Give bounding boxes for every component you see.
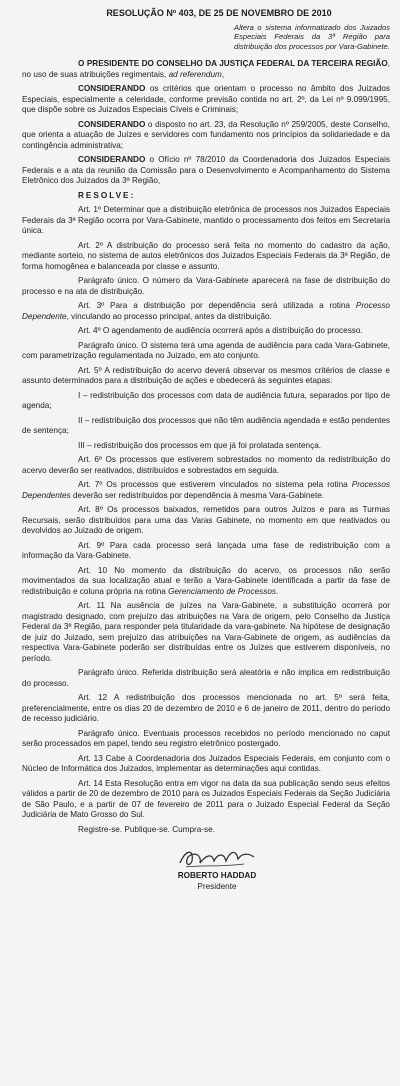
- article-7-text: Art. 7º Os processos que estiverem vinculados no sistema pela rotina: [78, 480, 352, 490]
- article-7: [22, 480, 390, 501]
- signer-role: Presidente: [197, 881, 237, 891]
- article-3-routine: Processo Dependente: [22, 301, 390, 321]
- article-7-text-end: deverão ser redistribuídos por dependência à mesma Vara-Gabinete.: [70, 490, 325, 500]
- article-8: Art. 8º Os processos baixados, remetidos para outros Juízos e para as Turmas Recursais, serão distribuídos para uma das Varas Gabinete, no momento em que reativados ou devolvidos ao Juizado de origem.: [22, 505, 390, 536]
- signature-block: [132, 845, 302, 892]
- article-11: Art. 11 Na ausência de juízes na Vara-Gabinete, a substituição ocorrerá por magistrado designado, com prejuízo das atribuições na Vara de origem, pelo Conselho da Justiça Federal da 3ª Região, para responder pela titularidade da vara-gabinete. Na hipótese de designação de juiz do Juizado, sem prejuízo das atribuições na Vara-Gabinete de origem, as audiências da respectiva Vara-Gabinete poderão ser distribuídas entre os Juízes que estiverem disponíveis, no período.: [22, 601, 390, 663]
- closing-formula: Registre-se. Publique-se. Cumpra-se.: [78, 824, 215, 834]
- article-7-routine: Processos Dependentes: [22, 480, 390, 500]
- ementa-summary: Altera o sistema informatizado dos Juizados Especiais Federais da 3ª Região para distribuição dos processos por Vara-Gabinete.: [234, 23, 390, 51]
- article-10-text: Art. 10 No momento da distribuição do acervo, os processos não serão movimentados da sua localização atual e terão a Vara-Gabinete identificada a partir da fase de redistribuição e coluna própria na rotina: [22, 565, 390, 596]
- preamble-end: ,: [221, 69, 225, 79]
- article-12-paragraph: Parágrafo único. Eventuais processos recebidos no período mencionado no caput serão processados em papel, tendo seu registro eletrônico postergado.: [22, 728, 390, 749]
- article-5-item-2: II – redistribuição dos processos que não têm audiência agendada e estão pendentes de sentença;: [22, 415, 390, 436]
- authority-name: O PRESIDENTE DO CONSELHO DA JUSTIÇA FEDERAL DA TERCEIRA REGIÃO: [78, 59, 388, 69]
- article-6: Art. 6º Os processos que estiverem sobrestados no momento da redistribuição do acervo deverão ser reativados, distribuídos e sobrestados em seguida.: [22, 455, 390, 475]
- considerando-text: o disposto no art. 23, da Resolução nº 259/2005, deste Conselho, que orienta a atuação de Juízes e servidores com fundamento nos princípios da solidariedade e da contingência administrativa;: [22, 119, 390, 150]
- considerando-lead: CONSIDERANDO: [78, 155, 146, 165]
- article-14: Art. 14 Esta Resolução entra em vigor na data da sua publicação sendo seus efeitos válidos a partir de 20 de dezembro de 2010 para os Juizados Especiais Federais da Seção Judiciária de São Paulo, e a partir de 07 de fevereiro de 2011 para o Juizado Especial Federal da Seção Judiciária de Mato Grosso do Sul.: [22, 778, 390, 820]
- article-10-routine: Gerenciamento de Processos: [168, 586, 276, 596]
- article-2: Art. 2º A distribuição do processo será feita no momento do cadastro da ação, mediante sorteio, no sistema de autos eletrônicos dos Juizados Especiais Federais da 3ª Região, de forma homogênea e balanceada por classe e assunto.: [22, 240, 390, 271]
- article-2-paragraph: Parágrafo único. O número da Vara-Gabinete aparecerá na fase de distribuição do processo e na ata de distribuição.: [22, 276, 390, 296]
- considerando-3: [22, 155, 390, 187]
- handwritten-signature: [172, 845, 262, 871]
- article-4: Art. 4º O agendamento de audiência ocorrerá após a distribuição do processo.: [78, 326, 363, 336]
- article-5-item-3: III – redistribuição dos processos em que já foi prolatada sentença.: [78, 440, 322, 450]
- article-12: Art. 12 A redistribuição dos processos mencionada no art. 5º será feita, preferencialmente, entre os dias 20 de dezembro de 2010 e 6 de janeiro de 2011, dentro do período de recesso judiciário.: [22, 693, 390, 724]
- article-1: Art. 1º Determinar que a distribuição eletrônica de processos nos Juizados Especiais Federais da 3ª Região ocorra por Vara-Gabinete, mantido o processamento dos feitos em Secretaria única.: [22, 205, 390, 236]
- article-5: Art. 5º A redistribuição do acervo deverá observar os mesmos critérios de classe e assunto determinados para a distribuição de ações e obedecerá às seguintes etapas:: [22, 365, 390, 386]
- document-title: RESOLUÇÃO Nº 403, DE 25 DE NOVEMBRO DE 2010: [106, 8, 332, 18]
- article-3: [22, 301, 390, 322]
- signer-name: ROBERTO HADDAD: [177, 871, 257, 881]
- considerando-text: o Ofício nº 78/2010 da Coordenadoria dos Juizados Especiais Federais e a ata da reunião da Comissão para o Desenvolvimento e Acompanhamento do Sistema Eletrônico dos Juizados da 3ª Região,: [22, 155, 390, 186]
- considerando-lead: CONSIDERANDO: [78, 84, 146, 94]
- article-9: Art. 9º Para cada processo será lançada uma fase de redistribuição com a informação da Vara-Gabinete.: [22, 540, 390, 561]
- preamble-paragraph: [22, 59, 390, 80]
- article-13: Art. 13 Cabe à Coordenadoria dos Juizados Especiais Federais, em conjunto com o Núcleo de Informática dos Juizados, implementar as determinações aqui contidas.: [22, 753, 390, 774]
- article-11-paragraph: Parágrafo único. Referida distribuição será aleatória e não implica em redistribuição do processo.: [22, 668, 390, 688]
- article-5-item-1: I – redistribuição dos processos com data de audiência futura, separados por tipo de agenda;: [22, 390, 390, 411]
- considerando-text: os critérios que orientam o processo no âmbito dos Juizados Especiais, especialmente a celeridade, conforme previsão contida no art. 2º, da Lei nº 9.099/1995, que dispõe sobre os Juizados Especiais Cíveis e Criminais;: [22, 84, 390, 115]
- considerando-1: [22, 84, 390, 116]
- article-3-text: Art. 3º Para a distribuição por dependência será utilizada a rotina: [78, 301, 356, 311]
- article-10-text-end: .: [275, 586, 279, 596]
- considerando-lead: CONSIDERANDO: [78, 119, 146, 129]
- article-10: [22, 566, 390, 598]
- resolve-heading: RESOLVE:: [78, 190, 136, 200]
- article-3-text-end: , vinculando ao processo principal, antes da distribuição.: [66, 311, 272, 321]
- considerando-2: [22, 120, 390, 152]
- authority-text: , no uso de suas atribuições regimentais,: [22, 59, 390, 79]
- article-4-paragraph: Parágrafo único. O sistema terá uma agenda de audiência para cada Vara-Gabinete, com parametrização regulamentada no Juizado, em ato conjunto.: [22, 340, 390, 361]
- ad-referendum: ad referendum: [168, 69, 222, 79]
